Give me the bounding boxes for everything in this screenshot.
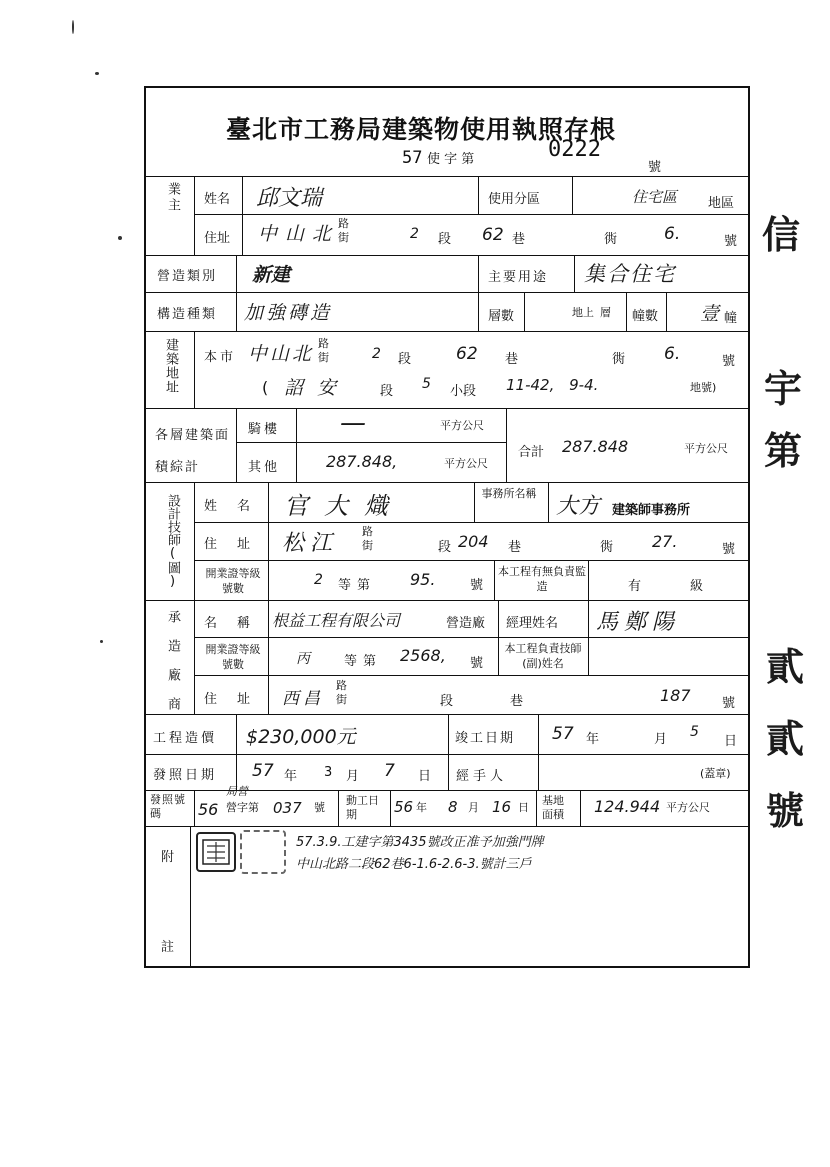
site-land-open: (	[262, 378, 269, 397]
contractor-address-no: 187	[660, 686, 691, 705]
start-year: 56	[394, 798, 414, 816]
designer-address-label: 住址	[204, 537, 271, 552]
site-land-seg-no: 5	[422, 376, 431, 392]
contractor-address-lu: 路	[336, 679, 347, 692]
rule	[144, 176, 750, 177]
rule	[190, 826, 191, 968]
rule	[574, 255, 575, 292]
completion-d: 日	[724, 734, 738, 749]
contractor-name-value: 根益工程有限公司	[272, 611, 401, 630]
handler-stamp: (蓋章)	[700, 767, 731, 780]
other-area-label: 其他	[248, 460, 281, 475]
rule	[144, 826, 750, 827]
qilou-label: 騎樓	[248, 422, 281, 437]
contractor-name-label: 名稱	[204, 616, 271, 631]
site-jie2: 衖	[612, 352, 626, 367]
owner-address-no: 6.	[664, 224, 681, 244]
rule	[236, 442, 506, 443]
contractor-address-hao: 號	[722, 696, 736, 711]
manager-value: 馬鄭陽	[596, 610, 681, 635]
cost-label: 工程造價	[153, 731, 218, 746]
designer-section-label: 設計技師(圖)	[165, 494, 180, 589]
site-street: 中山北	[248, 343, 315, 365]
site-land-seg: 段	[380, 384, 394, 399]
site-hao: 號	[722, 354, 736, 369]
notes-label-top: 附	[161, 850, 175, 865]
rule	[144, 331, 750, 332]
other-area-value: 287.848,	[326, 452, 398, 471]
contractor-license-mid: 等第	[344, 654, 383, 669]
total-area-unit: 平方公尺	[684, 442, 728, 455]
office-suffix: 建築師事務所	[612, 503, 691, 518]
owner-address-lane-no: 62	[482, 225, 504, 245]
rule	[194, 482, 195, 714]
margin-char: 號	[766, 788, 805, 833]
owner-name-label: 姓名	[204, 192, 231, 207]
start-y: 年	[416, 801, 427, 814]
issue-y: 年	[284, 769, 298, 784]
rule	[144, 292, 750, 293]
rule	[194, 675, 750, 676]
supervise-label: 本工程有無負責監造	[498, 565, 586, 593]
issue-day: 7	[384, 761, 395, 781]
site-seg: 段	[398, 352, 412, 367]
site-no: 6.	[664, 344, 681, 364]
contractor-license-grade: 丙	[296, 651, 310, 667]
office-value: 大方	[556, 494, 601, 519]
margin-char: 貳	[766, 644, 805, 689]
rule	[588, 560, 589, 600]
blocks-label: 幢數	[632, 309, 659, 324]
owner-address-jie2: 衖	[604, 232, 618, 247]
contractor-license-label: 開業證等級號數	[205, 643, 261, 671]
permit-suffix: 號	[648, 160, 662, 175]
site-lane: 巷	[505, 352, 519, 367]
site-section-label: 建築地址	[163, 338, 178, 394]
base-area-value: 124.944	[594, 797, 661, 816]
contractor-address-label: 住址	[204, 692, 271, 707]
owner-address-lu: 路	[338, 217, 349, 230]
rule	[144, 255, 750, 256]
designer-license-label: 開業證等級號數	[205, 567, 261, 595]
rule	[236, 714, 237, 790]
completion-day: 5	[690, 724, 699, 740]
site-land-small: 小段	[450, 384, 477, 399]
rule	[144, 600, 750, 601]
main-use-value: 集合住宅	[584, 262, 676, 286]
rule	[580, 790, 581, 826]
seal-icon	[198, 834, 234, 870]
scan-speck	[72, 20, 74, 34]
notes-line-2: 中山北路二段62巷6-1.6-2.6-3.號計三戶	[296, 857, 532, 872]
other-area-unit: 平方公尺	[444, 457, 488, 470]
designer-address-street: 松江	[282, 531, 339, 556]
contractor-name-suffix: 營造廠	[446, 616, 486, 631]
rule	[144, 754, 750, 755]
contractor-address-street: 西昌	[282, 689, 324, 709]
margin-char: 信	[762, 212, 801, 257]
site-lane-no: 62	[456, 344, 478, 364]
base-area-label: 基地面積	[542, 794, 564, 821]
designer-address-jie: 街	[362, 539, 373, 552]
contractor-address-jie: 街	[336, 693, 347, 706]
rule	[626, 292, 627, 331]
owner-name-value: 邱文瑞	[256, 186, 323, 211]
site-land-suffix: 地號)	[690, 381, 717, 394]
rule	[194, 637, 750, 638]
site-prefix: 本市	[204, 350, 237, 365]
official-seal-stamp	[196, 832, 236, 872]
rule	[242, 176, 243, 255]
rule	[144, 408, 750, 409]
tech-label: 本工程負責技師(副)姓名	[504, 642, 582, 670]
designer-address-hao: 號	[722, 542, 736, 557]
build-type-label: 營造類別	[157, 269, 218, 284]
completion-y: 年	[586, 732, 600, 747]
designer-name-value: 官大熾	[284, 492, 404, 520]
designer-license-mid: 等第	[338, 578, 377, 593]
designer-address-seg: 段	[438, 540, 452, 555]
rule	[194, 522, 750, 523]
designer-address-lu: 路	[362, 525, 373, 538]
designer-address-jie2: 衖	[600, 540, 614, 555]
qilou-value: —	[340, 408, 366, 438]
rule	[390, 790, 391, 826]
start-m: 月	[468, 801, 479, 814]
issue-d: 日	[418, 769, 432, 784]
issue-date-label: 發照日期	[153, 768, 218, 783]
rule	[538, 714, 539, 790]
blocks-suffix: 幢	[724, 311, 738, 326]
rule	[194, 214, 750, 215]
permit-annotation: 局營	[226, 785, 248, 798]
base-area-unit: 平方公尺	[666, 801, 710, 814]
rule	[448, 714, 449, 790]
supervise-suffix: 級	[690, 579, 704, 594]
total-area-label: 合計	[518, 445, 545, 460]
margin-char: 宇	[764, 366, 803, 411]
structure-type-label: 構造種類	[157, 307, 218, 322]
permit-prefix: 57	[402, 148, 423, 168]
faded-stamp	[240, 830, 286, 874]
scan-speck	[100, 640, 103, 643]
rule	[548, 482, 549, 522]
issue-m: 月	[346, 769, 360, 784]
zone-value: 住宅區	[632, 188, 678, 206]
designer-name-label: 姓名	[204, 499, 271, 514]
start-month: 8	[448, 798, 458, 816]
owner-address-seg: 段	[438, 232, 452, 247]
rule	[236, 408, 237, 482]
office-label: 事務所名稱	[481, 487, 537, 500]
main-use-label: 主要用途	[488, 270, 549, 285]
rule	[194, 331, 195, 408]
owner-address-seg-no: 2	[410, 226, 419, 242]
notes-line-1: 57.3.9.工建字第3435號改正准予加強門牌	[296, 835, 544, 850]
manager-label: 經理姓名	[506, 616, 559, 631]
rule	[666, 292, 667, 331]
scan-speck	[118, 236, 122, 240]
cost-value: $230,000元	[246, 726, 356, 748]
rule	[194, 176, 195, 255]
rule	[494, 560, 495, 600]
permit-hao: 號	[314, 801, 325, 814]
rule	[536, 790, 537, 826]
contractor-section-label: 承造廠商	[165, 610, 180, 726]
handler-label: 經手人	[456, 769, 508, 784]
owner-address-jie: 街	[338, 231, 349, 244]
site-jie: 街	[318, 351, 329, 364]
contractor-license-hao: 號	[470, 656, 484, 671]
designer-address-lane-no: 204	[458, 532, 489, 551]
rule	[506, 408, 507, 482]
rule	[268, 482, 269, 714]
zone-suffix: 地區	[708, 196, 735, 211]
notes-label-bottom: 註	[161, 940, 175, 955]
completion-year: 57	[552, 724, 574, 744]
issue-year: 57	[252, 761, 274, 781]
start-day: 16	[492, 798, 512, 816]
designer-address-lane: 巷	[508, 540, 522, 555]
permit-number: 0222	[548, 137, 601, 162]
owner-section-label: 業主	[165, 182, 180, 214]
structure-type-value: 加強磚造	[244, 302, 333, 324]
rule	[524, 292, 525, 331]
rule	[144, 482, 750, 483]
floors-mid: 層	[600, 306, 611, 319]
designer-license-grade: 2	[314, 572, 323, 588]
rule	[474, 482, 475, 522]
owner-address-label: 住址	[204, 231, 231, 246]
zone-label: 使用分區	[488, 192, 541, 207]
owner-address-hao: 號	[724, 234, 738, 249]
site-land-lots: 11-42, 9-4.	[506, 376, 599, 394]
rule	[194, 790, 195, 826]
permit-year: 56	[198, 800, 219, 819]
floors-prefix: 地上	[572, 306, 594, 319]
owner-address-lane: 巷	[512, 232, 526, 247]
completion-m: 月	[654, 732, 668, 747]
site-seg-no: 2	[372, 346, 381, 362]
blocks-value: 壹	[700, 303, 720, 325]
permit-mid: 使 字 第	[426, 152, 475, 167]
floors-label: 層數	[488, 309, 515, 324]
contractor-license-no: 2568,	[400, 646, 446, 665]
designer-license-no: 95.	[410, 570, 436, 589]
issue-month: 3	[324, 765, 333, 780]
total-area-value: 287.848	[562, 437, 629, 456]
completion-label: 竣工日期	[455, 731, 516, 746]
permit-no-value: 037	[273, 799, 302, 817]
rule	[144, 714, 750, 715]
margin-char: 貳	[766, 716, 805, 761]
margin-char: 第	[764, 428, 803, 473]
start-date-label: 動工日期	[346, 794, 379, 821]
permit-number-label: 發照號碼	[150, 793, 186, 820]
build-type-value: 新建	[252, 264, 291, 286]
rule	[478, 255, 479, 331]
contractor-address-seg: 段	[440, 694, 454, 709]
qilou-unit: 平方公尺	[440, 419, 484, 432]
start-d: 日	[518, 801, 529, 814]
designer-license-hao: 號	[470, 578, 484, 593]
supervise-value: 有	[628, 579, 642, 594]
contractor-address-lane: 巷	[510, 694, 524, 709]
site-land-district: 詔安	[284, 377, 351, 399]
rule	[296, 408, 297, 482]
permit-mid: 營字第	[226, 801, 259, 814]
rule	[338, 790, 339, 826]
rule	[572, 176, 573, 215]
rule	[588, 600, 589, 676]
document-title: 臺北市工務局建築物使用執照存根	[226, 115, 617, 144]
rule	[236, 255, 237, 331]
rule	[478, 176, 479, 215]
designer-address-no: 27.	[652, 532, 678, 551]
scan-speck	[95, 72, 99, 75]
rule	[194, 560, 750, 561]
area-section-label: 各層建築面積綜計	[155, 428, 231, 475]
owner-address-street: 中山北	[258, 223, 340, 245]
site-lu: 路	[318, 337, 329, 350]
